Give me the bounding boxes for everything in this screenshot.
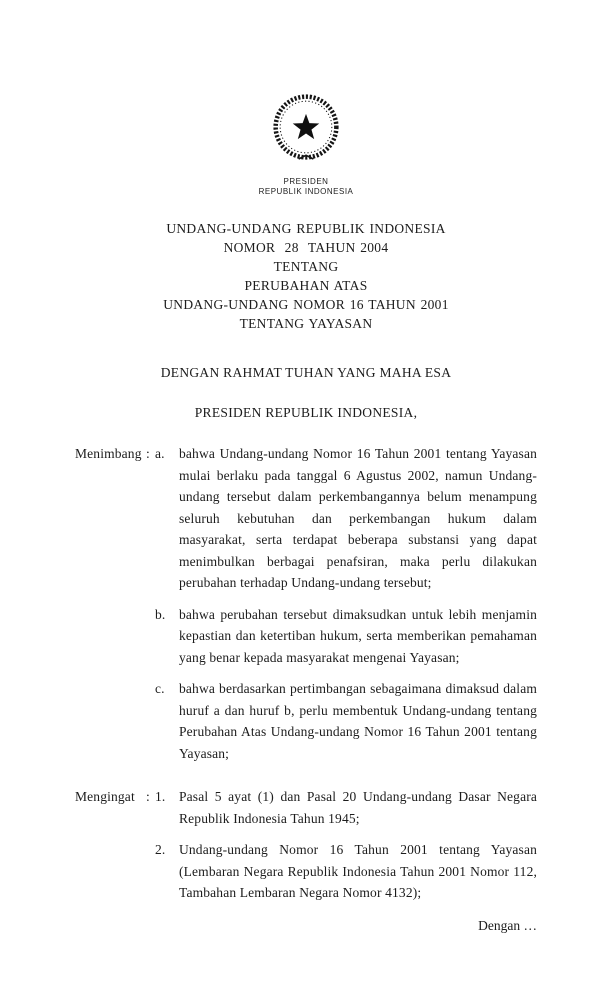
clause-text: bahwa Undang-undang Nomor 16 Tahun 2001 tentang Yayasan mulai berlaku pada tanggal 6 Agustus 2002, namun Undang-undang tersebut dalam perkembangannya belum menampung seluruh kebutuhan dan perkembangan hukum dalam masyarakat, serta terdapat beberapa substansi yang dapat menimbulkan berbagai penafsiran, maka perlu dilakukan perubahan terhadap Undang-undang tersebut; [179,446,537,590]
recalling-section [0,786,612,904]
considering-label: Menimbang [75,446,142,461]
title-line-tentang: TENTANG [273,259,339,274]
considering-item-c [75,678,537,764]
title-line-subject: TENTANG YAYASAN [239,316,373,331]
clause-marker: b. [155,606,166,622]
recalling-item-1 [75,786,537,829]
recalling-separator: : [146,789,150,804]
letterhead [0,177,612,197]
clause-marker: 1. [155,789,166,804]
presidential-seal-icon [265,86,347,168]
clause-marker: 2. [155,842,166,857]
clause-marker: c. [155,681,165,696]
considering-item-b [75,604,537,669]
title-line-number-year: NOMOR 28 TAHUN 2004 [223,240,389,255]
considering-item-a [75,443,537,594]
emblem-container [0,86,612,173]
recalling-label: Mengingat [75,789,135,804]
considering-separator: : [146,446,150,461]
invocation-line: DENGAN RAHMAT TUHAN YANG MAHA ESA [160,365,452,380]
letterhead-line-presiden: PRESIDEN [283,177,329,186]
title-line-law-name: UNDANG-UNDANG REPUBLIK INDONESIA [166,221,446,236]
considering-section [0,443,612,764]
recalling-item-2 [75,839,537,904]
letterhead-line-republik: REPUBLIK INDONESIA [258,187,354,196]
title-line-perubahan: PERUBAHAN ATAS [244,278,368,293]
title-line-referenced-law: UNDANG-UNDANG NOMOR 16 TAHUN 2001 [163,297,449,312]
clause-text: bahwa perubahan tersebut dimaksudkan untuk lebih menjamin kepastian dan ketertiban hukum, serta memberikan pemahaman yang benar kepada masyarakat mengenai Yayasan; [179,606,537,665]
clause-text: Undang-undang Nomor 16 Tahun 2001 tentang Yayasan (Lembaran Negara Republik Indonesia Tahun 2001 Nomor 112, Tambahan Lembaran Negara Nomor 4132); [179,842,537,900]
issuer-line: PRESIDEN REPUBLIK INDONESIA, [194,405,418,420]
clause-text: bahwa berdasarkan pertimbangan sebagaimana dimaksud dalam huruf a dan huruf b, perlu membentuk Undang-undang tentang Perubahan Atas Undang-undang Nomor 16 Tahun 2001 tentang Yayasan; [179,681,537,761]
catchword: Dengan … [478,917,537,933]
clause-text: Pasal 5 ayat (1) dan Pasal 20 Undang-undang Dasar Negara Republik Indonesia Tahun 1945; [179,789,537,826]
clause-marker: a. [155,446,165,461]
document-title-block [0,219,612,333]
